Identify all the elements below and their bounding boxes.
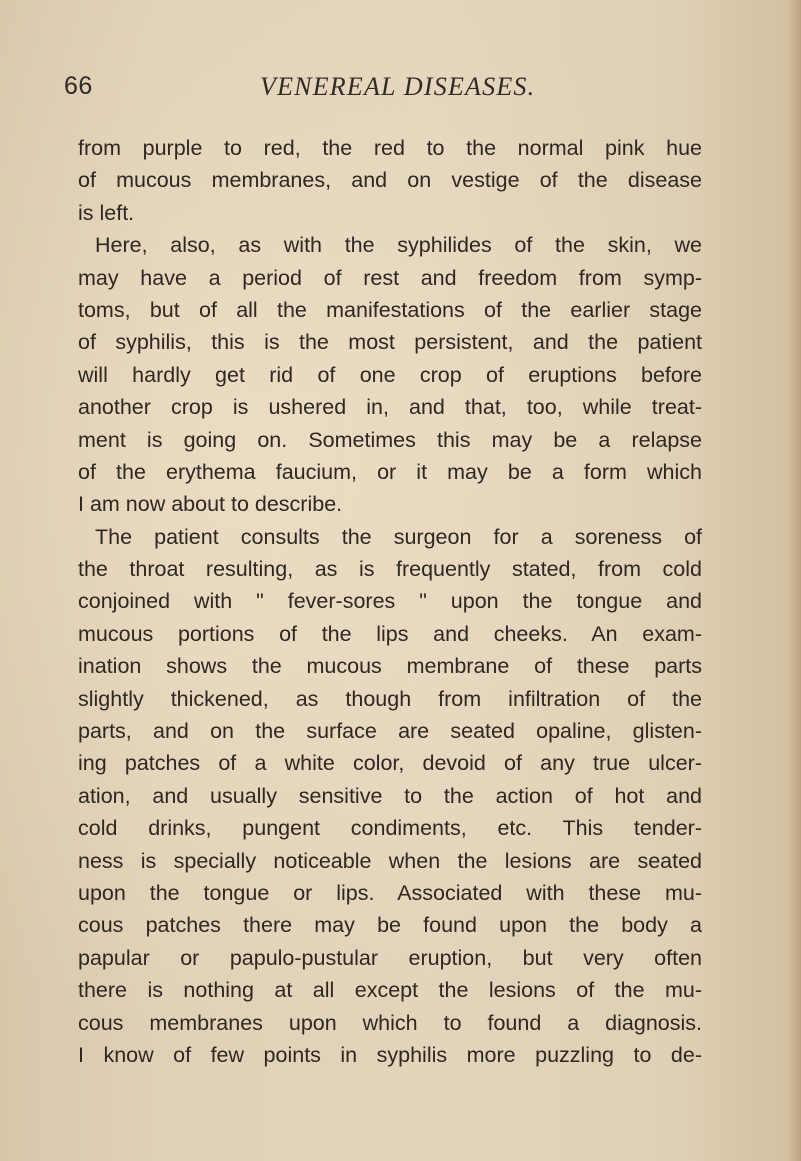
text-line: mucous portions of the lips and cheeks. An exam- xyxy=(78,621,702,646)
page-number: 66 xyxy=(64,72,93,100)
text-line: I am now about to describe. xyxy=(78,492,343,517)
text-line: is left. xyxy=(78,200,135,225)
text-line: of mucous membranes, and on vestige of the disease xyxy=(78,168,702,193)
text-line: of the erythema faucium, or it may be a form which xyxy=(78,459,702,484)
text-line: toms, but of all the manifestations of the earlier stage xyxy=(78,297,702,322)
text-line: the throat resulting, as is frequently stated, from cold xyxy=(78,557,702,582)
text-line: will hardly get rid of one crop of eruptions before xyxy=(78,362,702,387)
text-line: I know of few points in syphilis more puzzling to de- xyxy=(78,1042,702,1067)
running-title: VENEREAL DISEASES. xyxy=(260,72,536,101)
text-line: conjoined with " fever-sores " upon the tongue and xyxy=(78,589,702,614)
text-line: of syphilis, this is the most persistent, and the patient xyxy=(78,330,702,355)
body-text xyxy=(78,132,702,1071)
text-line: there is nothing at all except the lesions of the mu- xyxy=(78,978,702,1003)
text-line: cous membranes upon which to found a diagnosis. xyxy=(78,1010,702,1035)
text-line: may have a period of rest and freedom from symp- xyxy=(78,265,702,290)
text-line: upon the tongue or lips. Associated with these mu- xyxy=(78,880,702,905)
text-line: ment is going on. Sometimes this may be a relapse xyxy=(78,427,702,452)
text-line: papular or papulo-pustular eruption, but very often xyxy=(78,945,702,970)
text-line: from purple to red, the red to the normal pink hue xyxy=(78,136,702,160)
text-line: ness is specially noticeable when the lesions are seated xyxy=(78,848,702,873)
text-line: ing patches of a white color, devoid of any true ulcer- xyxy=(78,751,702,776)
text-line: another crop is ushered in, and that, too, while treat- xyxy=(78,395,702,420)
text-line: slightly thickened, as though from infiltration of the xyxy=(78,686,702,711)
text-line: parts, and on the surface are seated opaline, glisten- xyxy=(78,719,702,744)
text-line: ination shows the mucous membrane of these parts xyxy=(78,654,702,679)
text-line: The patient consults the surgeon for a soreness of xyxy=(95,524,702,549)
text-line: cous patches there may be found upon the body a xyxy=(78,913,702,938)
text-line: cold drinks, pungent condiments, etc. This tender- xyxy=(78,816,702,841)
text-line: Here, also, as with the syphilides of the skin, we xyxy=(95,233,702,258)
running-head xyxy=(64,72,544,106)
text-line: ation, and usually sensitive to the action of hot and xyxy=(78,783,702,808)
